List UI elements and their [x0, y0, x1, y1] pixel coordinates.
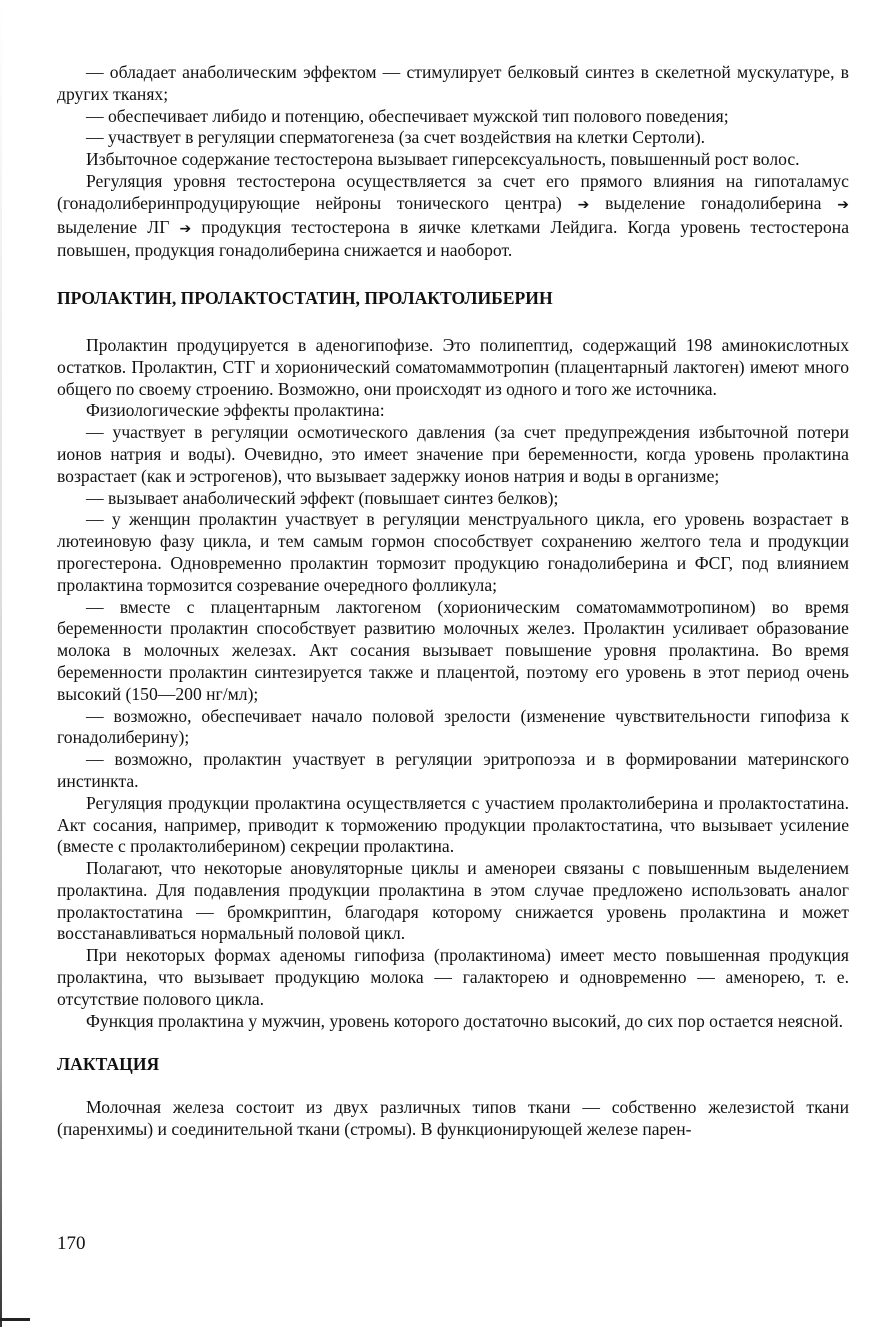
paragraph-mammary-structure: Молочная железа состоит из двух различных типов ткани — собственно железистой ткани (паренхимы) и соединительной ткани (стромы). В функционирующей железе парен- — [57, 1097, 849, 1140]
page-body — [57, 62, 849, 1141]
paragraph-testosterone-regulation — [57, 171, 849, 262]
paragraph-libido: — обеспечивает либидо и потенцию, обеспечивает мужской тип полового поведения; — [86, 105, 729, 126]
paragraph-puberty: — возможно, обеспечивает начало половой зрелости (изменение чувствительности гипофиза к гонадолиберину); — [57, 705, 849, 748]
regulation-text-1: Регуляция уровня тестостерона осуществляется за счет его прямого влияния на гипоталамус (гонадолиберинпродуцирующие нейроны тонического центра) — [57, 170, 849, 213]
arrow-icon: ➔ — [837, 196, 849, 213]
paragraph-anabolic: — обладает анаболическим эффектом — стимулирует белковый синтез в скелетной мускулатуре, в других тканях; — [57, 62, 849, 104]
paragraph-mammary-glands: — вместе с плацентарным лактогеном (хорионическим соматомаммотропином) во время беременности пролактин способствует развитию молочных желез. Пролактин усиливает образование молока в молочных железах. Акт сосания вызывает повышение уровня пролактина. Во время беременности пролактин синтезируется также и плацентой, поэтому его уровень в этот период очень высокий (150—200 нг/мл); — [57, 596, 849, 704]
regulation-text-3: выделение ЛГ — [57, 216, 180, 237]
page-number: 170 — [57, 1233, 86, 1254]
arrow-icon: ➔ — [179, 220, 192, 237]
section-title-prolactin: ПРОЛАКТИН, ПРОЛАКТОСТАТИН, ПРОЛАКТОЛИБЕРИН — [57, 288, 553, 309]
regulation-text-2: выделение гонадолиберина — [589, 192, 838, 213]
paragraph-prolactin-regulation: Регуляция продукции пролактина осуществляется с участием пролактолиберина и пролактостатина. Акт сосания, например, приводит к торможению продукции пролактостатина, что вызывает усиление (вместе с пролактолиберином) секреции пролактина. — [57, 792, 849, 857]
regulation-text-4: продукция тестостерона в яичке клетками Лейдига. Когда уровень тестостерона повышен, продукция гонадолиберина снижается и наоборот. — [57, 216, 849, 261]
paragraph-osmotic-pressure: — участвует в регуляции осмотического давления (за счет предупреждения избыточной потери ионов натрия и воды). Очевидно, это имеет значение при беременности, когда уровень пролактина возрастает (как и эстрогенов), что вызывает задержку ионов натрия и воды в организме; — [57, 422, 849, 486]
section-title-lactation: ЛАКТАЦИЯ — [57, 1054, 160, 1075]
scan-corner-mark — [0, 1318, 30, 1321]
paragraph-physiological-effects: Физиологические эффекты пролактина: — [86, 400, 385, 421]
paragraph-spermatogenesis: — участвует в регуляции сперматогенеза (за счет воздействия на клетки Сертоли). — [86, 127, 706, 148]
paragraph-prolactin-intro: Пролактин продуцируется в аденогипофизе. Это полипептид, содержащий 198 аминокислотных остатков. Пролактин, СТГ и хорионический соматомаммотропин (плацентарный лактоген) имеют много общего по своему строению. Возможно, они происходят из одного и того же источника. — [57, 334, 849, 399]
paragraph-erythropoiesis: — возможно, пролактин участвует в регуляции эритропоэза и в формировании материнского инстинкта. — [57, 749, 849, 791]
paragraph-male-function: Функция пролактина у мужчин, уровень которого достаточно высокий, до сих пор остается неясной. — [86, 1010, 844, 1031]
arrow-icon: ➔ — [577, 196, 590, 213]
paragraph-prolactinoma: При некоторых формах аденомы гипофиза (пролактинома) имеет место повышенная продукция пролактина, что вызывает продукцию молока — галакторею и одновременно — аменорею, т. е. отсутствие полового цикла. — [57, 945, 849, 1009]
paragraph-anabolic-effect: — вызывает анаболический эффект (повышает синтез белков); — [86, 487, 559, 508]
scan-edge — [0, 0, 2, 1327]
paragraph-anovulatory-cycles: Полагают, что некоторые ановуляторные циклы и аменореи связаны с повышенным выделением пролактина. Для подавления продукции пролактина в этом случае предложено использовать аналог пролактостатина — бромкриптин, благодаря которому снижается уровень пролактина и может восстанавливаться нормальный половой цикл. — [57, 858, 849, 944]
paragraph-menstrual-cycle: — у женщин пролактин участвует в регуляции менструального цикла, его уровень возрастает в лютеиновую фазу цикла, и тем самым гормон способствует сохранению желтого тела и продукции прогестерона. Одновременно пролактин тормозит продукцию гонадолиберина и ФСГ, под влиянием пролактина тормозится созревание очередного фолликула; — [57, 509, 849, 595]
paragraph-excess-testosterone: Избыточное содержание тестостерона вызывает гиперсексуальность, повышенный рост волос. — [86, 149, 800, 170]
